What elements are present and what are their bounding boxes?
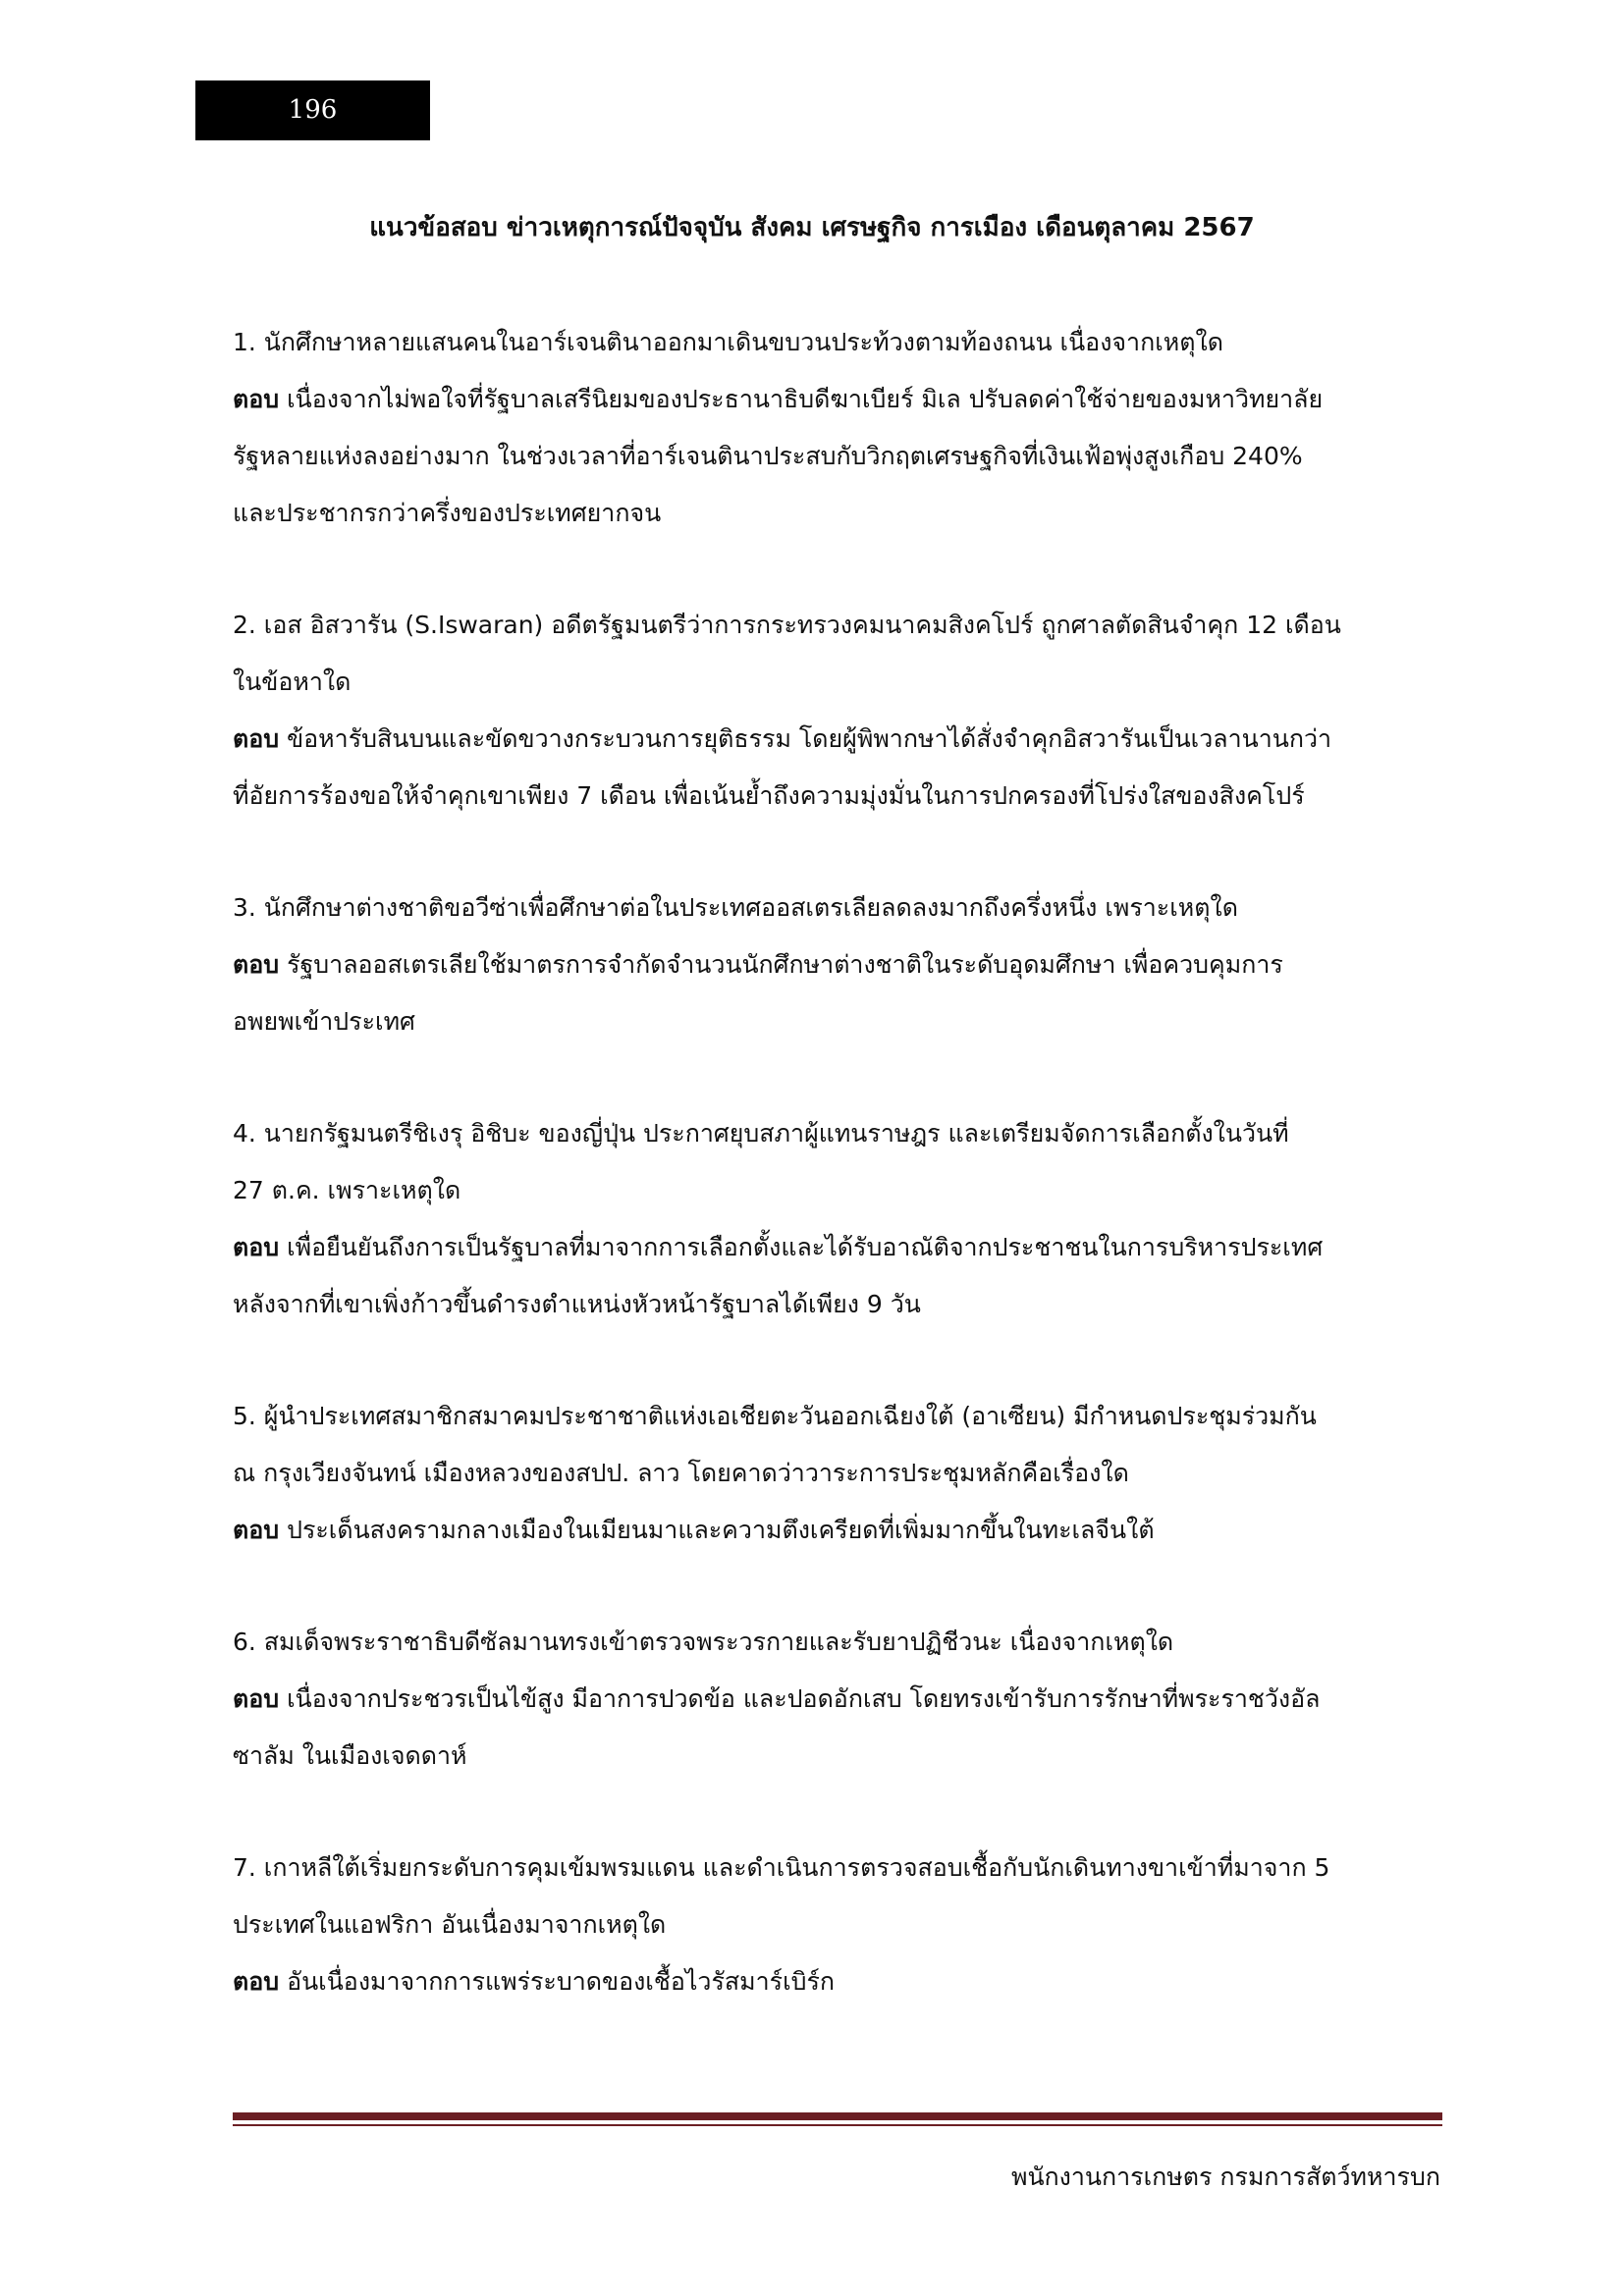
- answer-line: อพยพเข้าประเทศ: [233, 1007, 415, 1036]
- answer-line: [233, 1219, 1440, 1276]
- answer-label: ตอบ: [233, 385, 280, 413]
- question-line: ประเทศในแอฟริกา อันเนื่องมาจากเหตุใด: [233, 1910, 667, 1939]
- footer-divider-thin: [233, 2124, 1442, 2126]
- answer-line: และประชากรกว่าครึ่งของประเทศยากจน: [233, 499, 662, 527]
- answer-line: รัฐหลายแห่งลงอย่างมาก ในช่วงเวลาที่อาร์เจนตินาประสบกับวิกฤตเศรษฐกิจที่เงินเฟ้อพุ่งสูงเกือบ 240%: [233, 442, 1303, 470]
- qa-item: [233, 1614, 1440, 1785]
- answer-line: [233, 936, 1440, 993]
- question-line: ณ กรุงเวียงจันทน์ เมืองหลวงของสปป. ลาว โดยคาดว่าวาระการประชุมหลักคือเรื่องใด: [233, 1459, 1129, 1487]
- answer-text: เนื่องจากประชวรเป็นไข้สูง มีอาการปวดข้อ และปอดอักเสบ โดยทรงเข้ารับการรักษาที่พระราชวังอัล: [279, 1684, 1321, 1713]
- qa-item: [233, 1388, 1440, 1559]
- answer-line: [233, 1671, 1440, 1728]
- answer-text: อันเนื่องมาจากการแพร่ระบาดของเชื้อไวรัสมาร์เบิร์ก: [279, 1967, 836, 1996]
- answer-label: ตอบ: [233, 1967, 280, 1996]
- question-line: 7. เกาหลีใต้เริ่มยกระดับการคุมเข้มพรมแดน และดำเนินการตรวจสอบเชื้อกับนักเดินทางขาเข้าที่มาจาก 5: [233, 1853, 1330, 1882]
- answer-text: เพื่อยืนยันถึงการเป็นรัฐบาลที่มาจากการเลือกตั้งและได้รับอาณัติจากประชาชนในการบริหารประเทศ: [279, 1233, 1324, 1261]
- answer-text: ประเด็นสงครามกลางเมืองในเมียนมาและความตึงเครียดที่เพิ่มมากขึ้นในทะเลจีนใต้: [279, 1516, 1155, 1544]
- footer-divider: [233, 2112, 1442, 2120]
- answer-label: ตอบ: [233, 724, 280, 753]
- question-line: ในข้อหาใด: [233, 667, 352, 696]
- answer-line: หลังจากที่เขาเพิ่งก้าวขึ้นดำรงตำแหน่งหัวหน้ารัฐบาลได้เพียง 9 วัน: [233, 1290, 921, 1318]
- answer-text: เนื่องจากไม่พอใจที่รัฐบาลเสรีนิยมของประธานาธิบดีฆาเบียร์ มิเล ปรับลดค่าใช้จ่ายของมหาวิทยาลัย: [279, 385, 1324, 413]
- answer-line: ที่อัยการร้องขอให้จำคุกเขาเพียง 7 เดือน เพื่อเน้นย้ำถึงความมุ่งมั่นในการปกครองที่โปร่งใสของสิงคโปร์: [233, 781, 1305, 810]
- question-line: 27 ต.ค. เพราะเหตุใด: [233, 1176, 461, 1204]
- qa-item: [233, 880, 1440, 1050]
- answer-label: ตอบ: [233, 1233, 280, 1261]
- question-answer-list: [233, 314, 1440, 2065]
- answer-line: [233, 371, 1440, 428]
- page-number: 196: [195, 80, 430, 140]
- qa-item: [233, 314, 1440, 542]
- question-line: 5. ผู้นำประเทศสมาชิกสมาคมประชาชาติแห่งเอเชียตะวันออกเฉียงใต้ (อาเซียน) มีกำหนดประชุมร่วมกัน: [233, 1402, 1317, 1430]
- footer-text: พนักงานการเกษตร กรมการสัตว์ทหารบก: [1010, 2163, 1440, 2191]
- answer-line: [233, 1953, 1440, 2010]
- qa-item: [233, 597, 1440, 825]
- question-line: 4. นายกรัฐมนตรีชิเงรุ อิชิบะ ของญี่ปุ่น ประกาศยุบสภาผู้แทนราษฎร และเตรียมจัดการเลือกตั้งในวันที่: [233, 1119, 1289, 1148]
- answer-line: [233, 711, 1440, 768]
- question-line: 1. นักศึกษาหลายแสนคนในอาร์เจนตินาออกมาเดินขบวนประท้วงตามท้องถนน เนื่องจากเหตุใด: [233, 328, 1223, 356]
- answer-text: ข้อหารับสินบนและขัดขวางกระบวนการยุติธรรม โดยผู้พิพากษาได้สั่งจำคุกอิสวารันเป็นเวลานานกว่า: [279, 724, 1332, 753]
- answer-label: ตอบ: [233, 950, 280, 979]
- answer-line: ซาลัม ในเมืองเจดดาห์: [233, 1741, 467, 1770]
- question-line: 6. สมเด็จพระราชาธิบดีซัลมานทรงเข้าตรวจพระวรกายและรับยาปฏิชีวนะ เนื่องจากเหตุใด: [233, 1628, 1174, 1656]
- answer-line: [233, 1502, 1440, 1559]
- qa-item: [233, 1105, 1440, 1333]
- answer-label: ตอบ: [233, 1684, 280, 1713]
- question-line: 2. เอส อิสวารัน (S.Iswaran) อดีตรัฐมนตรีว่าการกระทรวงคมนาคมสิงคโปร์ ถูกศาลตัดสินจำคุก 12 เดือน: [233, 611, 1341, 639]
- answer-label: ตอบ: [233, 1516, 280, 1544]
- answer-text: รัฐบาลออสเตรเลียใช้มาตรการจำกัดจำนวนนักศึกษาต่างชาติในระดับอุดมศึกษา เพื่อควบคุมการ: [279, 950, 1283, 979]
- qa-item: [233, 1840, 1440, 2010]
- document-title: แนวข้อสอบ ข่าวเหตุการณ์ปัจจุบัน สังคม เศรษฐกิจ การเมือง เดือนตุลาคม 2567: [369, 213, 1255, 242]
- question-line: 3. นักศึกษาต่างชาติขอวีซ่าเพื่อศึกษาต่อในประเทศออสเตรเลียลดลงมากถึงครึ่งหนึ่ง เพราะเหตุใด: [233, 893, 1238, 922]
